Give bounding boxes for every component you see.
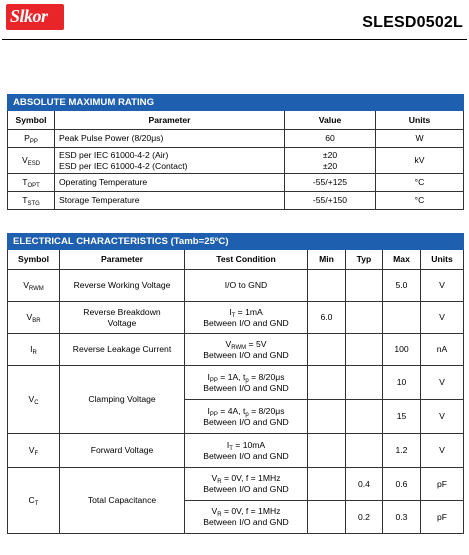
table-row <box>8 366 464 400</box>
units-cell: kV <box>376 148 464 174</box>
table-row <box>8 434 464 468</box>
abs-max-table <box>7 94 464 210</box>
parameter-cell: Clamping Voltage <box>60 366 185 434</box>
col-min: Min <box>308 250 346 270</box>
col-typ: Typ <box>346 250 383 270</box>
symbol-cell: $P_{PP}$ <box>8 130 55 148</box>
symbol-cell: $T_{OPT}$ <box>8 174 55 192</box>
symbol-cell: $V_{RWM}$ <box>8 270 60 302</box>
max-cell: 15 <box>383 400 421 434</box>
condition-cell: $V_{RWM} = 5V$ Between I/O and GND <box>185 334 308 366</box>
units-cell: V <box>421 270 464 302</box>
table-row <box>8 174 464 192</box>
parameter-cell: Reverse Leakage Current <box>60 334 185 366</box>
min-cell <box>308 270 346 302</box>
min-cell <box>308 400 346 434</box>
typ-cell: 0.2 <box>346 501 383 534</box>
col-max: Max <box>383 250 421 270</box>
max-cell: 100 <box>383 334 421 366</box>
max-cell <box>383 302 421 334</box>
parameter-cell: Forward Voltage <box>60 434 185 468</box>
table-row <box>8 148 464 174</box>
value-cell: ±20 ±20 <box>285 148 376 174</box>
table-row <box>8 468 464 501</box>
col-value: Value <box>285 111 376 130</box>
col-units: Units <box>421 250 464 270</box>
units-cell: V <box>421 302 464 334</box>
condition-cell: I/O to GND <box>185 270 308 302</box>
typ-cell <box>346 270 383 302</box>
parameter-cell: Reverse Working Voltage <box>60 270 185 302</box>
units-cell: V <box>421 366 464 400</box>
logo-text: Slkor <box>10 6 48 26</box>
condition-cell: $I_{PP} = 1A$, $t_p = 8/20\mu s$ Between I/O and GND <box>185 366 308 400</box>
symbol-cell: $V_{BR}$ <box>8 302 60 334</box>
col-symbol: Symbol <box>8 250 60 270</box>
min-cell <box>308 334 346 366</box>
units-cell: nA <box>421 334 464 366</box>
min-cell <box>308 434 346 468</box>
units-cell: pF <box>421 501 464 534</box>
col-parameter: Parameter <box>60 250 185 270</box>
col-test-condition: Test Condition <box>185 250 308 270</box>
header-divider <box>2 39 467 40</box>
min-cell <box>308 366 346 400</box>
table-row <box>8 270 464 302</box>
table-row <box>8 130 464 148</box>
units-cell: pF <box>421 468 464 501</box>
parameter-cell: ESD per IEC 61000-4-2 (Air) ESD per IEC 61000-4-2 (Contact) <box>55 148 285 174</box>
value-cell: -55/+125 <box>285 174 376 192</box>
min-cell: 6.0 <box>308 302 346 334</box>
parameter-cell: Total Capacitance <box>60 468 185 534</box>
units-cell: °C <box>376 174 464 192</box>
max-cell: 10 <box>383 366 421 400</box>
col-parameter: Parameter <box>55 111 285 130</box>
part-number: SLESD0502L <box>362 14 463 31</box>
typ-cell: 0.4 <box>346 468 383 501</box>
max-cell: 1.2 <box>383 434 421 468</box>
symbol-cell: $V_C$ <box>8 366 60 434</box>
max-cell: 0.3 <box>383 501 421 534</box>
col-units: Units <box>376 111 464 130</box>
typ-cell <box>346 400 383 434</box>
parameter-cell: Storage Temperature <box>55 192 285 210</box>
col-symbol: Symbol <box>8 111 55 130</box>
abs-max-title: ABSOLUTE MAXIMUM RATING <box>8 95 464 111</box>
typ-cell <box>346 366 383 400</box>
units-cell: V <box>421 400 464 434</box>
parameter-cell: Reverse Breakdown Voltage <box>60 302 185 334</box>
condition-cell: $I_T = 10mA$ Between I/O and GND <box>185 434 308 468</box>
table-row <box>8 302 464 334</box>
company-logo <box>6 4 64 30</box>
units-cell: V <box>421 434 464 468</box>
symbol-cell: $T_{STG}$ <box>8 192 55 210</box>
max-cell: 0.6 <box>383 468 421 501</box>
max-cell: 5.0 <box>383 270 421 302</box>
condition-cell: $V_R = 0V$, f = 1MHz Between I/O and GND <box>185 501 308 534</box>
min-cell <box>308 501 346 534</box>
table-row <box>8 334 464 366</box>
typ-cell <box>346 334 383 366</box>
condition-cell: $I_{PP} = 4A$, $t_p = 8/20\mu s$ Between I/O and GND <box>185 400 308 434</box>
electrical-title: ELECTRICAL CHARACTERISTICS (Tamb=25ºC) <box>8 234 464 250</box>
condition-cell: $I_T = 1mA$ Between I/O and GND <box>185 302 308 334</box>
table-row <box>8 192 464 210</box>
typ-cell <box>346 302 383 334</box>
condition-cell: $V_R = 0V$, f = 1MHz Between I/O and GND <box>185 468 308 501</box>
symbol-cell: $V_F$ <box>8 434 60 468</box>
units-cell: W <box>376 130 464 148</box>
parameter-cell: Operating Temperature <box>55 174 285 192</box>
value-cell: 60 <box>285 130 376 148</box>
min-cell <box>308 468 346 501</box>
value-cell: -55/+150 <box>285 192 376 210</box>
symbol-cell: $V_{ESD}$ <box>8 148 55 174</box>
units-cell: °C <box>376 192 464 210</box>
symbol-cell: $I_R$ <box>8 334 60 366</box>
electrical-table <box>7 233 464 534</box>
parameter-cell: Peak Pulse Power (8/20μs) <box>55 130 285 148</box>
symbol-cell: $C_T$ <box>8 468 60 534</box>
typ-cell <box>346 434 383 468</box>
